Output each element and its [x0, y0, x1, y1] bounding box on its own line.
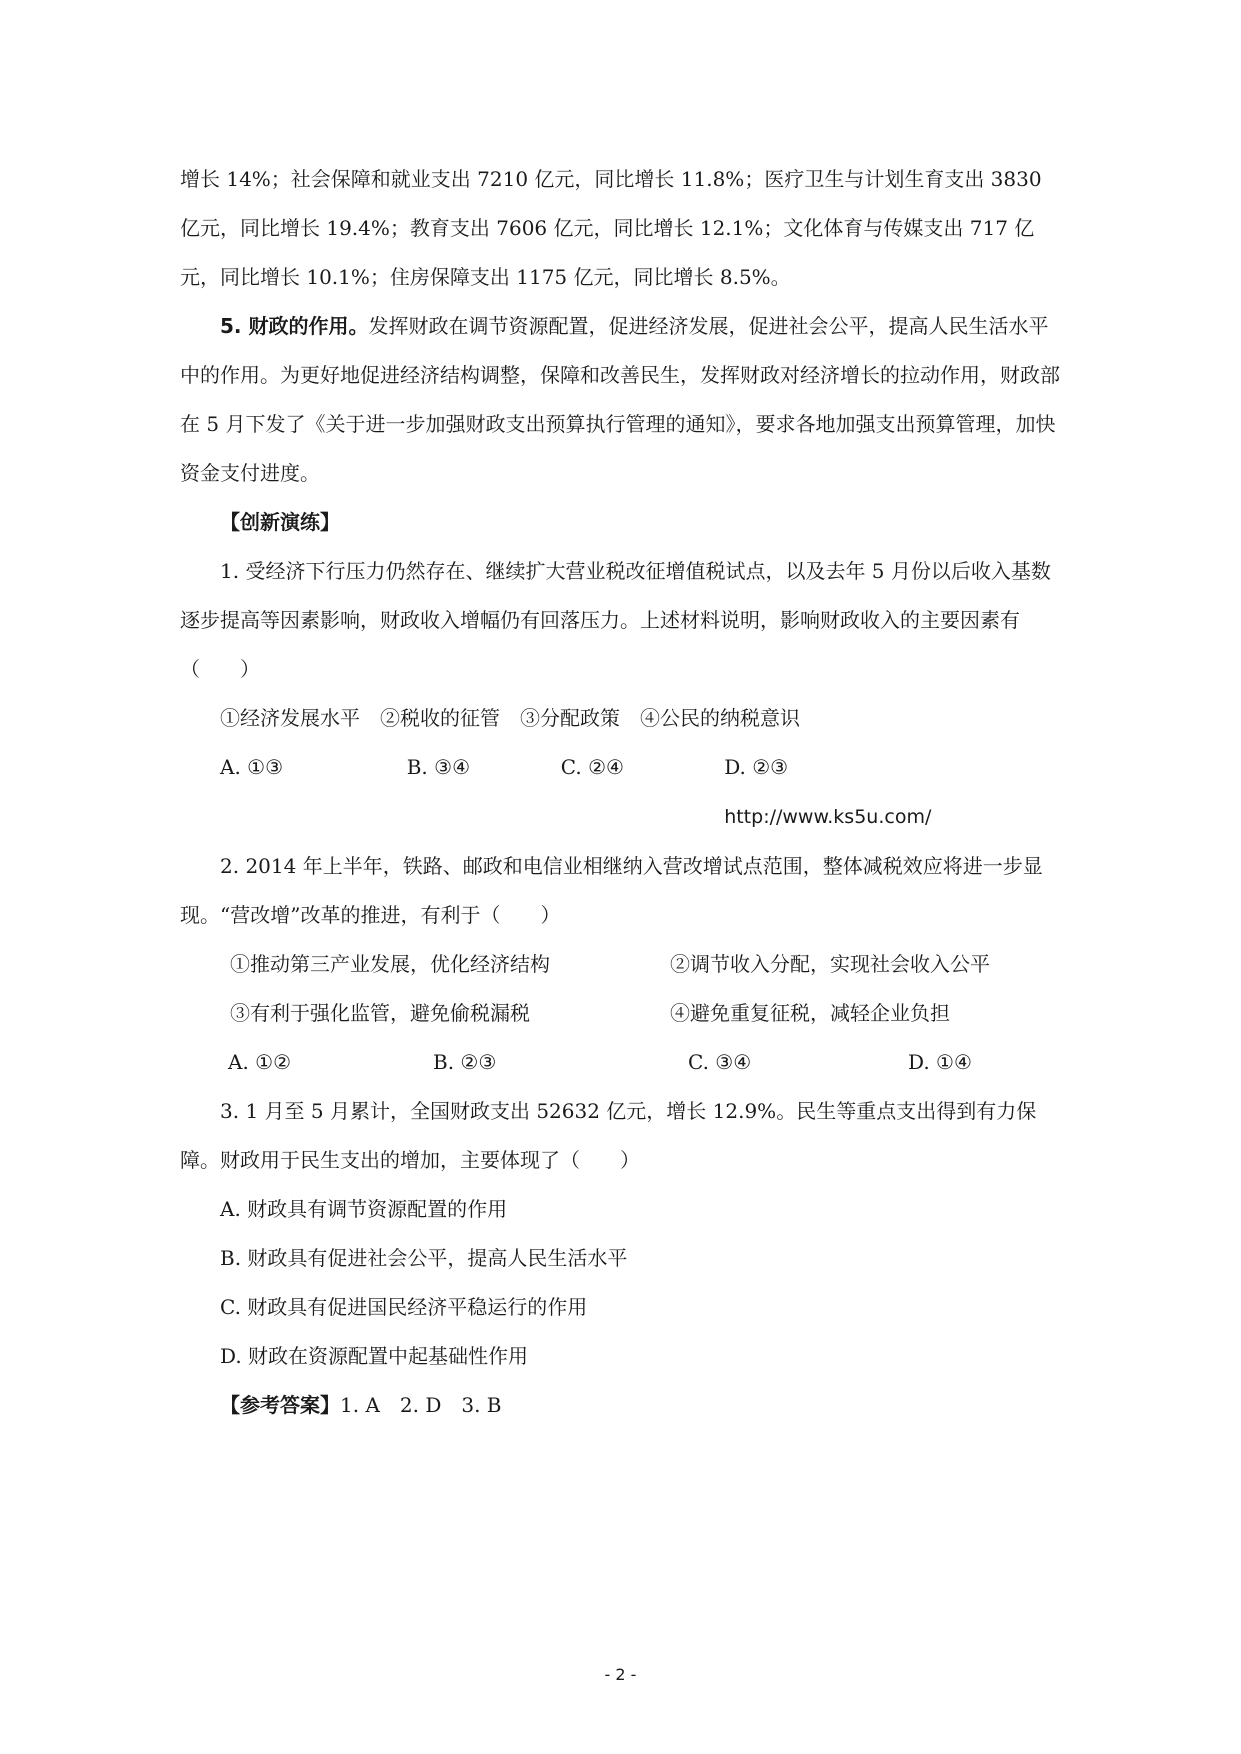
section-5-text: 发挥财政在调节资源配置，促进经济发展，促进社会公平，提高人民生活水平中的作用。为更好地促进经济结构调整，保障和改善民生，发挥财政对经济增长的拉动作用，财政部在 5 月下发了《关于进一步加强财政支出预算执行管理的通知》，要求各地加强支出预算管理，加快资金支付进度。 [180, 314, 1060, 485]
q2-item-4: ④避免重复征税，减轻企业负担 [670, 1001, 950, 1025]
q1-option-c: C. ②④ [560, 755, 624, 779]
q1-options [180, 743, 1065, 842]
q3-option-b: B. 财政具有促进社会公平，提高人民生活水平 [220, 1246, 628, 1270]
intro-line-1: 增长 14%；社会保障和就业支出 7210 亿元，同比增长 11.8%；医疗卫生与计划生育支出 3830 [180, 167, 1042, 191]
q3-stem: 3. 1 月至 5 月累计，全国财政支出 52632 亿元，增长 12.9%。民生等重点支出得到有力保障。财政用于民生支出的增加，主要体现了（ ） [180, 1099, 1037, 1172]
q2-item-3: ③有利于强化监管，避免偷税漏税 [230, 1001, 530, 1025]
q2-options [180, 1038, 1065, 1087]
q2-item-2: ②调节收入分配，实现社会收入公平 [670, 952, 990, 976]
source-url: http://www.ks5u.com/ [724, 806, 932, 828]
section-5-paragraph [180, 302, 1065, 498]
page-number: - 2 - [604, 1665, 637, 1684]
answer-text: 1. A 2. D 3. B [340, 1393, 502, 1417]
q1-option-d: D. ②③http://www.ks5u.com/ [724, 743, 1065, 842]
intro-line-2: 亿元，同比增长 19.4%；教育支出 7606 亿元，同比增长 12.1%；文化体育与传媒支出 717 亿 [180, 216, 1035, 240]
practice-heading: 【创新演练】 [220, 510, 340, 534]
q2-items-row-1 [180, 940, 1065, 989]
q2-item-1: ①推动第三产业发展，优化经济结构 [230, 952, 550, 976]
q2-option-d: D. ①④ [908, 1050, 972, 1074]
q2-option-a: A. ①② [228, 1050, 292, 1074]
q1-option-a: A. ①③ [220, 755, 284, 779]
q3-option-a: A. 财政具有调节资源配置的作用 [220, 1197, 508, 1221]
answer-label: 【参考答案】 [220, 1393, 340, 1417]
document-body [180, 155, 1065, 1430]
q2-option-b: B. ②③ [433, 1050, 497, 1074]
section-5-heading: 5. 财政的作用。 [220, 314, 369, 338]
answer-line [180, 1381, 1065, 1430]
q1-stem: 1. 受经济下行压力仍然存在、继续扩大营业税改征增值税试点，以及去年 5 月份以后收入基数逐步提高等因素影响，财政收入增幅仍有回落压力。上述材料说明，影响财政收入的主要因素有（ ） [180, 559, 1051, 681]
q2-stem: 2. 2014 年上半年，铁路、邮政和电信业相继纳入营改增试点范围，整体减税效应将进一步显现。“营改增”改革的推进，有利于（ ） [180, 854, 1043, 927]
q1-option-b: B. ③④ [406, 755, 471, 779]
q2-items-row-2 [180, 989, 1065, 1038]
q1-items: ①经济发展水平 ②税收的征管 ③分配政策 ④公民的纳税意识 [220, 706, 800, 730]
q2-option-c: C. ③④ [688, 1050, 752, 1074]
intro-line-3: 元，同比增长 10.1%；住房保障支出 1175 亿元，同比增长 8.5%。 [180, 265, 791, 289]
q3-option-c: C. 财政具有促进国民经济平稳运行的作用 [220, 1295, 588, 1319]
q3-option-d: D. 财政在资源配置中起基础性作用 [220, 1344, 529, 1368]
